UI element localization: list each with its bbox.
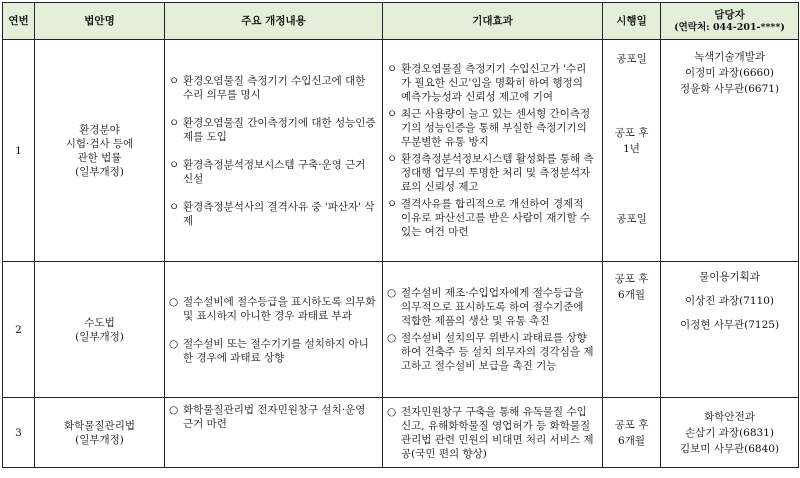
bullet: ㅇ <box>169 200 180 213</box>
contact-cell <box>661 262 799 398</box>
effect-item <box>387 331 596 373</box>
contact-dept: 녹색기술개발과 <box>693 51 765 63</box>
bullet: ㅇ <box>387 153 398 165</box>
effect-text: 최근 사용량이 늘고 있는 센서형 간이측정기의 성능인증을 통해 부실한 측정기기의 무분별한 유통 방지 <box>401 108 591 148</box>
law-line: 시험·검사 등에 <box>65 137 134 150</box>
effect-text: 절수설비 설치의무 위반시 과태료를 상향하여 건축주 등 설치 의무자의 경각심을 제고하고 절수설비 보급을 촉진 기능 <box>401 332 594 372</box>
header-row <box>3 3 799 40</box>
content-item <box>169 116 376 144</box>
content-text: 화학물질관리법 전자민원창구 설치·운영 근거 마련 <box>183 404 366 430</box>
content-item <box>169 158 376 186</box>
effect-cell <box>383 40 603 262</box>
bullet: ○ <box>387 332 397 344</box>
content-text: 환경측정분석정보시스템 구축·운영 근거 신설 <box>183 158 366 185</box>
effect-item <box>387 197 596 239</box>
header-contact <box>661 3 799 40</box>
content-item <box>169 295 376 323</box>
date-line: 공포일 <box>616 53 647 65</box>
header-no: 연번 <box>3 3 35 40</box>
amendment-table <box>2 2 799 468</box>
effect-cell <box>383 398 603 468</box>
table-row <box>3 398 799 468</box>
contact-person: 김보미 사무관(6840) <box>679 442 780 455</box>
effect-text: 결격사유를 합리적으로 개선하여 경제적 이유로 파산선고를 받은 사람이 재기할 수 있는 여건 마련 <box>401 198 591 238</box>
law-line: (일부개정) <box>75 433 124 446</box>
row-number: 2 <box>3 262 35 398</box>
bullet: ○ <box>169 337 179 350</box>
contact-person: 손삼기 과장(6831) <box>685 426 774 439</box>
effective-date <box>603 398 661 468</box>
contact-person: 이정미 과장(6660) <box>685 67 774 79</box>
law-line: 화학물질관리법 <box>63 419 135 432</box>
law-line: (일부개정) <box>75 330 124 343</box>
effect-text: 전자민원창구 구축을 통해 유독물질 수입신고, 유해화학물질 영업허가 등 화학물질관리법 관련 민원의 비대면 처리 서비스 제공(국민 편의 향상) <box>401 405 594 460</box>
content-text: 절수설비에 절수등급을 표시하도록 의무화 및 표시하지 아니한 경우 과태료 부과 <box>183 295 376 322</box>
header-content: 주요 개정내용 <box>165 3 383 40</box>
date-line: 공포 후 <box>614 418 649 431</box>
content-cell <box>165 262 383 398</box>
header-effect: 기대효과 <box>383 3 603 40</box>
law-name <box>35 40 165 262</box>
effect-item <box>387 62 596 104</box>
row-number: 3 <box>3 398 35 468</box>
content-item <box>169 74 376 102</box>
bullet: ○ <box>169 404 179 416</box>
law-line: 환경분야 <box>79 123 120 136</box>
header-date: 시행일 <box>603 3 661 40</box>
bullet: ○ <box>387 405 397 418</box>
table-row <box>3 262 799 398</box>
bullet: ㅇ <box>169 158 180 171</box>
date-line: 6개월 <box>618 434 645 447</box>
content-item <box>169 200 376 228</box>
content-text: 절수설비 또는 절수기기를 설치하지 아니한 경우에 과태료 상향 <box>183 337 369 364</box>
effect-item <box>387 107 596 149</box>
bullet: ㅇ <box>387 198 398 210</box>
bullet: ㅇ <box>169 116 180 129</box>
content-text: 환경오염물질 간이측정기에 대한 성능인증제를 도입 <box>183 116 376 143</box>
effect-cell <box>383 262 603 398</box>
content-text: 환경오염물질 측정기기 수입신고에 대한 수리 의무를 명시 <box>183 74 366 101</box>
effect-item <box>387 286 596 328</box>
table-row <box>3 40 799 262</box>
effective-date <box>603 262 661 398</box>
contact-dept: 화학안전과 <box>704 410 755 423</box>
header-law: 법안명 <box>35 3 165 40</box>
contact-person: 이상진 과장(7110) <box>685 295 774 307</box>
contact-person: 이정현 사무관(7125) <box>679 319 780 331</box>
row-number: 1 <box>3 40 35 262</box>
effect-item <box>387 152 596 194</box>
date-line: 공포일 <box>616 213 647 225</box>
bullet: ㅇ <box>387 108 398 120</box>
date-line: 공포 후 <box>614 273 649 285</box>
effective-date <box>603 40 661 262</box>
bullet: ○ <box>387 287 397 299</box>
law-line: 수도법 <box>84 316 115 329</box>
effect-text: 절수설비 제조·수입업자에게 절수등급을 의무적으로 표시하도록 하여 절수기준에 적합한 제품의 생산 및 유통 촉진 <box>401 287 584 327</box>
effect-text: 환경오염물질 측정기기 수입신고가 '수리가 필요한 신고'임을 명확히 하여 행정의 예측가능성과 신뢰성 제고에 기여 <box>401 63 587 103</box>
law-line: (일부개정) <box>75 165 124 178</box>
effect-text: 환경측정분석정보시스템 활성화를 통해 측정대행 업무의 투명한 처리 및 측정분석자료의 신뢰성 제고 <box>401 153 594 193</box>
content-cell <box>165 40 383 262</box>
contact-cell <box>661 40 799 262</box>
date-line: 6개월 <box>618 289 645 301</box>
law-line: 관한 법률 <box>77 151 122 164</box>
content-item <box>169 337 376 365</box>
date-line: 1년 <box>623 143 640 155</box>
content-cell <box>165 398 383 468</box>
contact-dept: 물이용기획과 <box>699 271 760 283</box>
bullet: ㅇ <box>169 74 180 87</box>
content-text: 환경측정분석사의 결격사유 중 '파산자' 삭제 <box>183 200 375 227</box>
header-contact-title: 담당자 <box>714 9 745 21</box>
header-contact-phone: (연락처: 044-201-****) <box>674 22 785 33</box>
contact-cell <box>661 398 799 468</box>
law-name <box>35 262 165 398</box>
effect-item <box>387 405 596 461</box>
contact-person: 정윤화 사무관(6671) <box>679 83 780 95</box>
content-item <box>169 403 376 431</box>
law-name <box>35 398 165 468</box>
bullet: ○ <box>169 295 179 308</box>
bullet: ㅇ <box>387 63 398 75</box>
date-line: 공포 후 <box>614 127 649 139</box>
